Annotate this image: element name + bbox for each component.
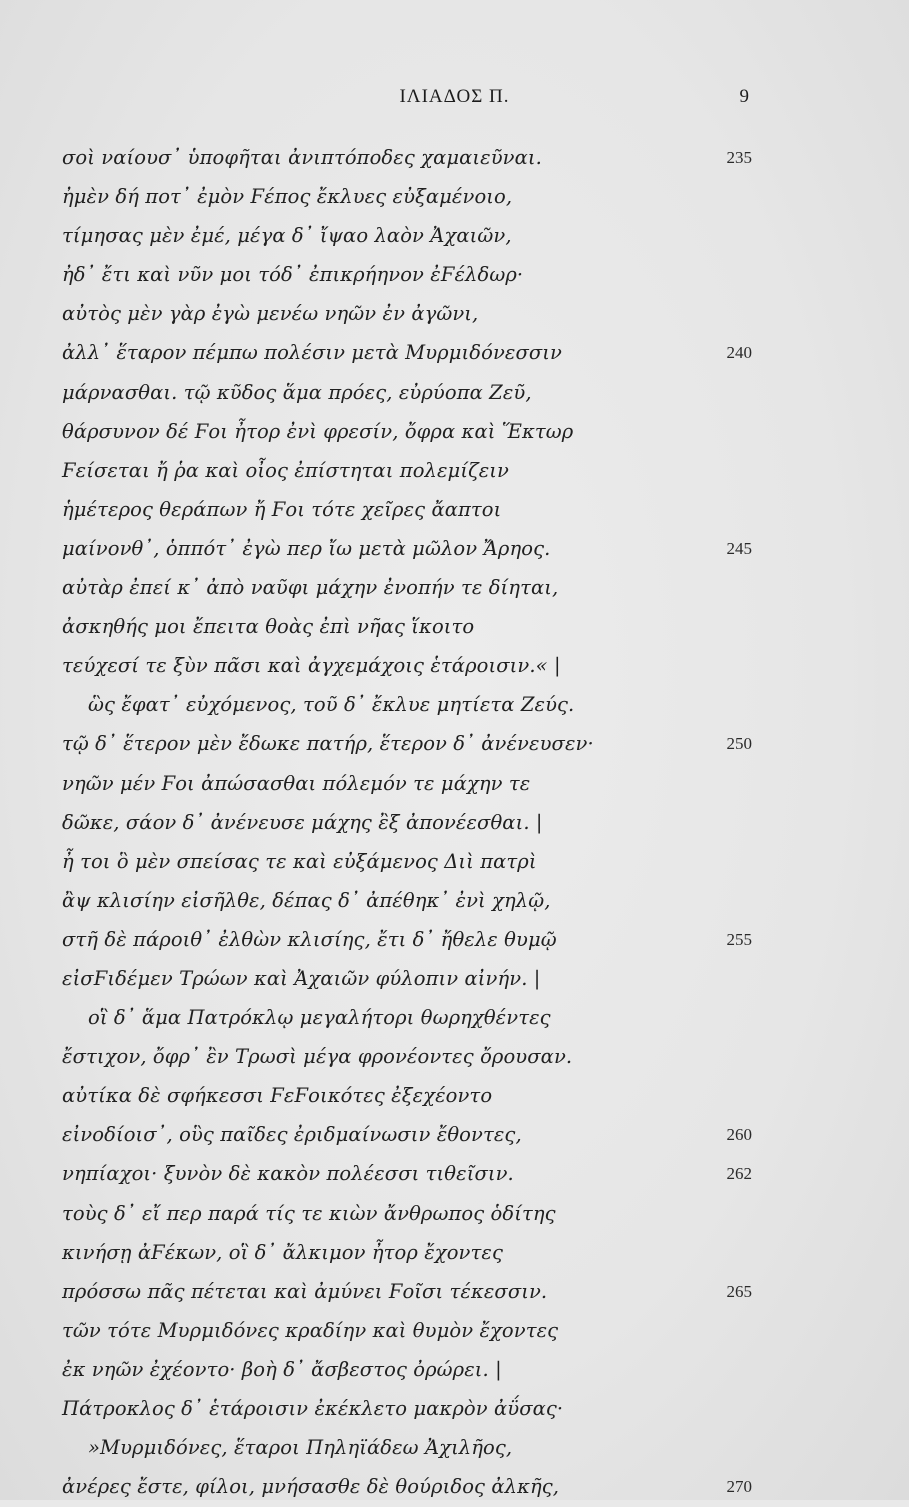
verse-text: αὐτὰρ ἐπεί κ᾽ ἀπὸ ναῦφι μάχην ἐνοπήν τε δίηται, [62,576,559,600]
verse-line [62,764,782,803]
verse-text: Ϝείσεται ἤ ῥα καὶ οἶος ἐπίστηται πολεμίζειν [62,458,510,482]
verse-text: ἔστιχον, ὄφρ᾽ ἒν Τρωσὶ μέγα φρονέοντες ὄρουσαν. [62,1045,573,1069]
line-number: 270 [726,1477,752,1497]
line-number: 235 [726,148,752,167]
verse-text: στῆ δὲ πάροιθ᾽ ἐλθὼν κλισίης, ἔτι δ᾽ ἤθελε θυμῷ [62,927,557,951]
verse-text: εἰσϜιδέμεν Τρώων καὶ Ἀχαιῶν φύλοπιν αἰνήν. | [62,966,541,990]
verse-text: ἠμὲν δή ποτ᾽ ἐμὸν Ϝέπος ἔκλυες εὐξαμένοιο, [62,185,513,209]
verse-block [62,138,782,1506]
verse-text: τῷ δ᾽ ἕτερον μὲν ἔδωκε πατήρ, ἕτερον δ᾽ ἀνένευσεν· [62,732,594,756]
verse-line [62,881,782,920]
verse-text: Πάτροκλος δ᾽ ἑτάροισιν ἐκέκλετο μακρὸν ἀΰσας· [62,1397,564,1420]
verse-line [62,216,782,255]
verse-line [62,1115,782,1154]
verse-text: μάρνασθαι. τῷ κῦδος ἅμα πρόες, εὐρύοπα Ζεῦ, [62,380,532,404]
verse-text: σοὶ ναίουσ᾽ ὑποφῆται ἀνιπτόποδες χαμαιεῦναι. [62,146,542,169]
verse-line [62,920,782,959]
verse-line [62,294,782,333]
verse-line [62,646,782,685]
verse-text: πρόσσω πᾶς πέτεται καὶ ἀμύνει Ϝοῖσι τέκεσσιν. [62,1279,548,1303]
verse-text: τοὺς δ᾽ εἴ περ παρά τίς τε κιὼν ἄνθρωπος ὁδίτης [62,1201,556,1225]
verse-text: »Μυρμιδόνες, ἕταροι Πηληϊάδεω Ἀχιλῆος, [88,1436,513,1460]
line-number: 260 [726,1125,752,1145]
verse-text: κινήσῃ ἀϜέκων, οἳ δ᾽ ἄλκιμον ἦτορ ἔχοντες [62,1240,503,1264]
verse-line [62,685,782,724]
line-number: 250 [726,734,752,754]
verse-text: ἀλλ᾽ ἕταρον πέμπω πολέσιν μετὰ Μυρμιδόνεσσιν [62,341,562,365]
verse-line [62,490,782,529]
verse-text: ἀσκηθής μοι ἔπειτα θοὰς ἐπὶ νῆας ἵκοιτο [62,615,475,639]
verse-line [62,1428,782,1467]
verse-line [62,1350,782,1389]
verse-line [62,607,782,646]
verse-line [62,412,782,451]
verse-text: δῶκε, σάον δ᾽ ἀνένευσε μάχης ἒξ ἀπονέεσθαι. | [62,810,543,834]
verse-line [62,373,782,412]
verse-line [62,724,782,763]
verse-text: ἦ τοι ὃ μὲν σπείσας τε καὶ εὐξάμενος Διὶ πατρὶ [62,849,537,873]
verse-line [62,842,782,881]
verse-text: οἳ δ᾽ ἅμα Πατρόκλῳ μεγαλήτορι θωρηχθέντες [88,1006,551,1030]
verse-line [62,1194,782,1233]
verse-line [62,1037,782,1076]
verse-text: τίμησας μὲν ἐμέ, μέγα δ᾽ ἴψαο λαὸν Ἀχαιῶν, [62,224,512,248]
line-number: 265 [726,1281,752,1301]
verse-text: αὐτὸς μὲν γὰρ ἐγὼ μενέω νηῶν ἐν ἀγῶνι, [62,302,479,326]
verse-text: μαίνονθ᾽, ὁππότ᾽ ἐγὼ περ ἴω μετὰ μῶλον Ἄρηος. [62,536,551,560]
verse-line [62,568,782,607]
verse-line [62,1272,782,1311]
verse-line [62,1076,782,1115]
verse-line [62,1467,782,1506]
verse-text: θάρσυνον δέ Ϝοι ἦτορ ἐνὶ φρεσίν, ὄφρα καὶ Ἕκτωρ [62,419,574,443]
verse-text: εἰνοδίοισ᾽, οὓς παῖδες ἐριδμαίνωσιν ἔθοντες, [62,1123,522,1147]
verse-text: αὐτίκα δὲ σφήκεσσι ϜεϜοικότες ἐξεχέοντο [62,1084,493,1108]
verse-line [62,177,782,216]
line-number: 245 [726,538,752,558]
verse-line [62,138,782,177]
verse-line [62,255,782,294]
verse-text: νηπίαχοι· ξυνὸν δὲ κακὸν πολέεσσι τιθεῖσιν. [62,1162,514,1186]
line-number: 255 [726,929,752,949]
verse-line [62,959,782,998]
verse-text: ἐκ νηῶν ἐχέοντο· βοὴ δ᾽ ἄσβεστος ὀρώρει. | [62,1357,502,1381]
verse-text: νηῶν μέν Ϝοι ἀπώσασθαι πόλεμόν τε μάχην τε [62,771,531,795]
running-title: ΙΛΙΑΔΟΣ Π. [399,86,510,107]
verse-line [62,1311,782,1350]
page-number: 9 [739,86,749,107]
verse-text: τῶν τότε Μυρμιδόνες κραδίην καὶ θυμὸν ἔχοντες [62,1318,559,1342]
running-head [0,86,909,116]
verse-line [62,333,782,372]
verse-text: ἡμέτερος θεράπων ἤ Ϝοι τότε χεῖρες ἄαπτοι [62,497,502,521]
line-number: 262 [726,1164,752,1184]
verse-text: ἂψ κλισίην εἰσῆλθε, δέπας δ᾽ ἀπέθηκ᾽ ἐνὶ χηλῷ, [62,888,551,912]
verse-text: ἠδ᾽ ἔτι καὶ νῦν μοι τόδ᾽ ἐπικρήηνον ἐϜέλδωρ· [62,263,524,287]
verse-text: τεύχεσί τε ξὺν πᾶσι καὶ ἀγχεμάχοις ἑτάροισιν.« | [62,654,561,678]
verse-line [62,451,782,490]
line-number: 240 [726,343,752,363]
verse-text: ὣς ἔφατ᾽ εὐχόμενος, τοῦ δ᾽ ἔκλυε μητίετα Ζεύς. [88,693,575,717]
verse-line [62,1154,782,1193]
verse-line [62,529,782,568]
verse-line [62,1233,782,1272]
verse-line [62,998,782,1037]
verse-line [62,803,782,842]
verse-line [62,1389,782,1428]
verse-text: ἀνέρες ἔστε, φίλοι, μνήσασθε δὲ θούριδος ἀλκῆς, [62,1475,560,1499]
